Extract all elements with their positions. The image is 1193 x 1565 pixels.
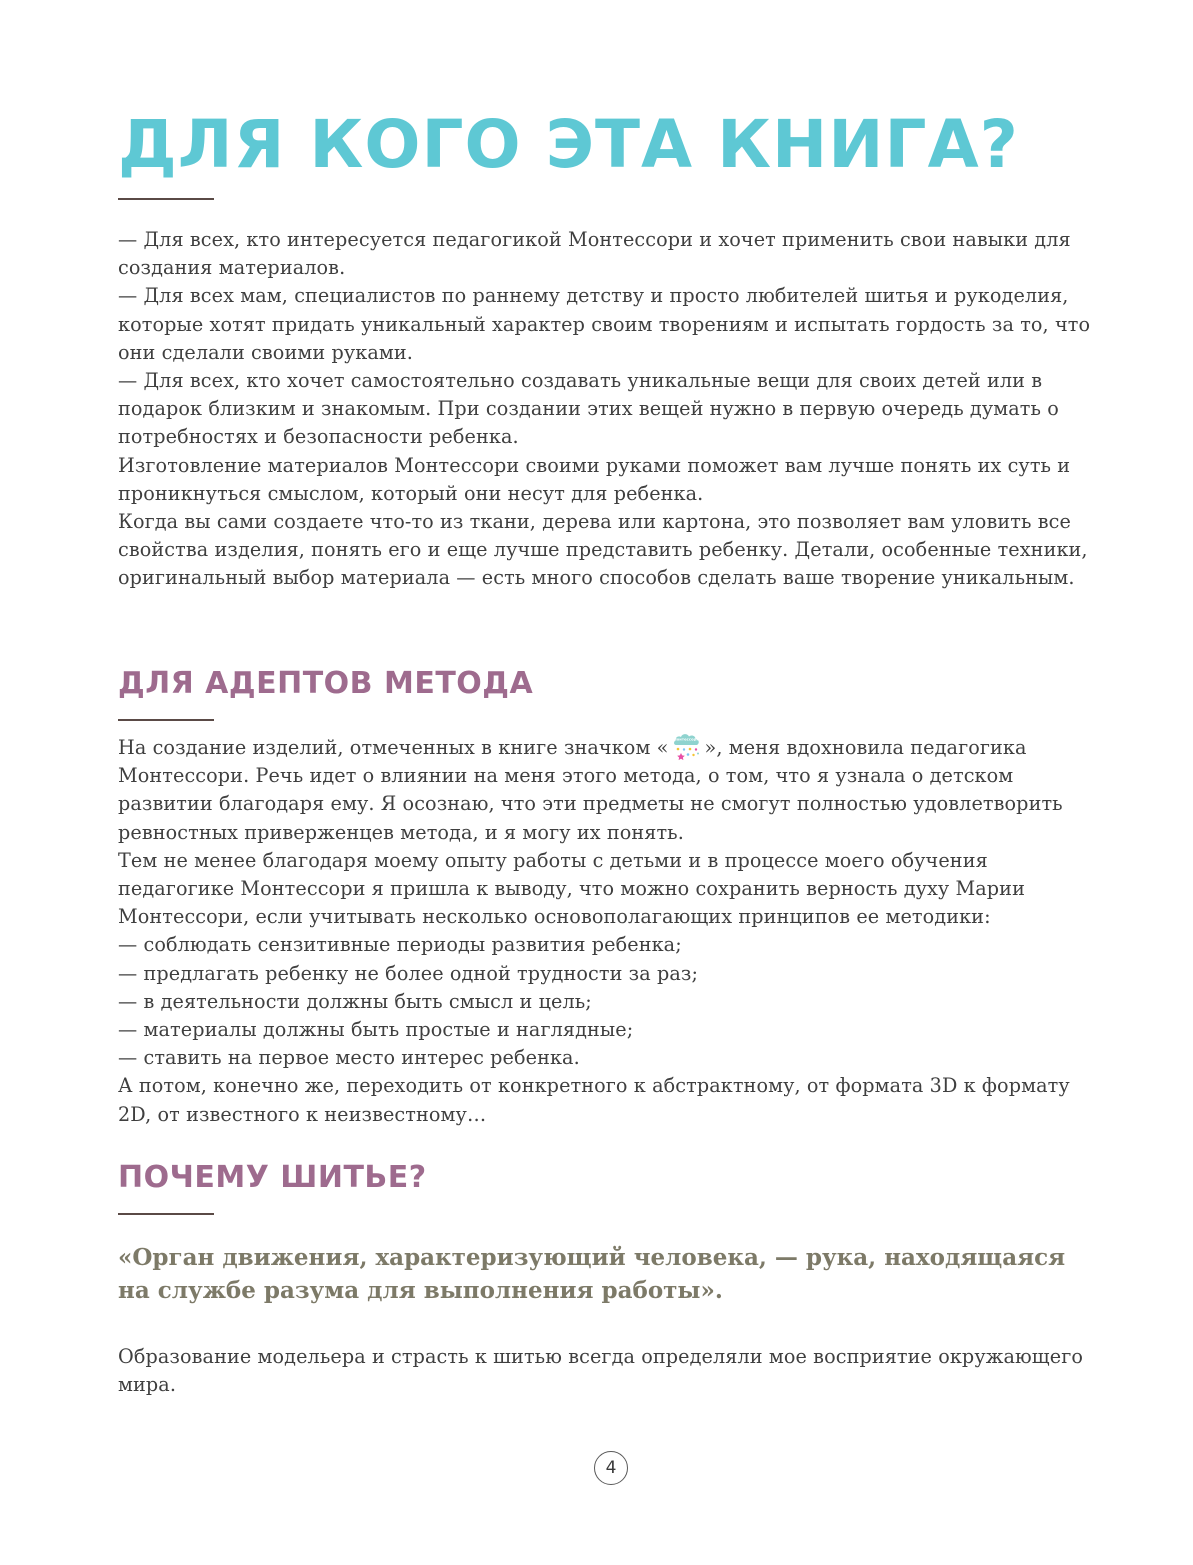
section-underline <box>118 1213 214 1215</box>
sewing-text <box>118 1343 1103 1399</box>
section-heading-adepts: ДЛЯ АДЕПТОВ МЕТОДА <box>118 666 534 701</box>
montessori-cloud-icon <box>670 728 704 762</box>
page-title: ДЛЯ КОГО ЭТА КНИГА? <box>118 106 1019 183</box>
adepts-paragraph: Тем не менее благодаря моему опыту работы с детьми и в процессе моего обучения педагогике Монтессори я пришла к выводу, что можно сохранить верность духу Марии Монтессори, если учитывать несколько основополагающих принципов ее методики: <box>118 848 1025 929</box>
sewing-paragraph: Образование модельера и страсть к шитью всегда определяли мое восприятие окружающего мира. <box>118 1345 1084 1397</box>
adepts-list-item: — ставить на первое место интерес ребенка. <box>118 1046 580 1070</box>
montessori-quote: «Орган движения, характеризующий человека, — рука, находящаяся на службе разума для выполнения работы». <box>118 1244 1066 1304</box>
intro-paragraph: — Для всех, кто хочет самостоятельно создавать уникальные вещи для своих детей или в подарок близким и знакомым. При создании этих вещей нужно в первую очередь думать о потребностях и безопасности ребенка. <box>118 369 1059 449</box>
montessori-icon-label: Монтессори <box>672 737 699 742</box>
title-underline <box>118 198 214 200</box>
adepts-list-item: — предлагать ребенку не более одной трудности за раз; <box>118 961 699 985</box>
section-underline <box>118 719 214 721</box>
adepts-paragraph: А потом, конечно же, переходить от конкретного к абстрактному, от формата 3D к формату 2D, от известного к неизвестному… <box>118 1074 1070 1126</box>
intro-paragraph: Когда вы сами создаете что-то из ткани, дерева или картона, это позволяет вам уловить все свойства изделия, понять его и еще лучше представить ребенку. Детали, особенные техники, оригинальный выбор материала — есть много способов сделать ваше творение уникальным. <box>118 510 1088 590</box>
adepts-paragraph-with-icon <box>118 734 1103 847</box>
intro-text <box>118 226 1103 593</box>
page-number: 4 <box>594 1451 628 1485</box>
adepts-text <box>118 734 1103 1129</box>
adepts-list-item: — в деятельности должны быть смысл и цель; <box>118 989 592 1013</box>
adepts-text-before-icon: На создание изделий, отмеченных в книге значком « <box>118 736 669 759</box>
adepts-text-after-icon: », меня вдохновила педагогика Монтессори. Речь идет о влиянии на меня этого метода, о том, что я узнала о детском развитии благодаря ему. Я осознаю, что эти предметы не смогут полностью удовлетворить ревностных приверженцев метода, и я могу их понять. <box>118 736 1063 844</box>
intro-paragraph: — Для всех мам, специалистов по раннему детству и просто любителей шитья и рукоделия, которые хотят придать уникальный характер своим творениям и испытать гордость за то, что они сделали своими руками. <box>118 284 1091 364</box>
intro-paragraph: — Для всех, кто интересуется педагогикой Монтессори и хочет применить свои навыки для создания материалов. <box>118 228 1071 280</box>
intro-paragraph: Изготовление материалов Монтессори своими руками поможет вам лучше понять их суть и проникнуться смыслом, который они несут для ребенка. <box>118 453 1071 505</box>
section-heading-sewing: ПОЧЕМУ ШИТЬЕ? <box>118 1160 427 1195</box>
adepts-list-item: — соблюдать сензитивные периоды развития ребенка; <box>118 933 682 957</box>
adepts-list-item: — материалы должны быть простые и наглядные; <box>118 1018 634 1042</box>
